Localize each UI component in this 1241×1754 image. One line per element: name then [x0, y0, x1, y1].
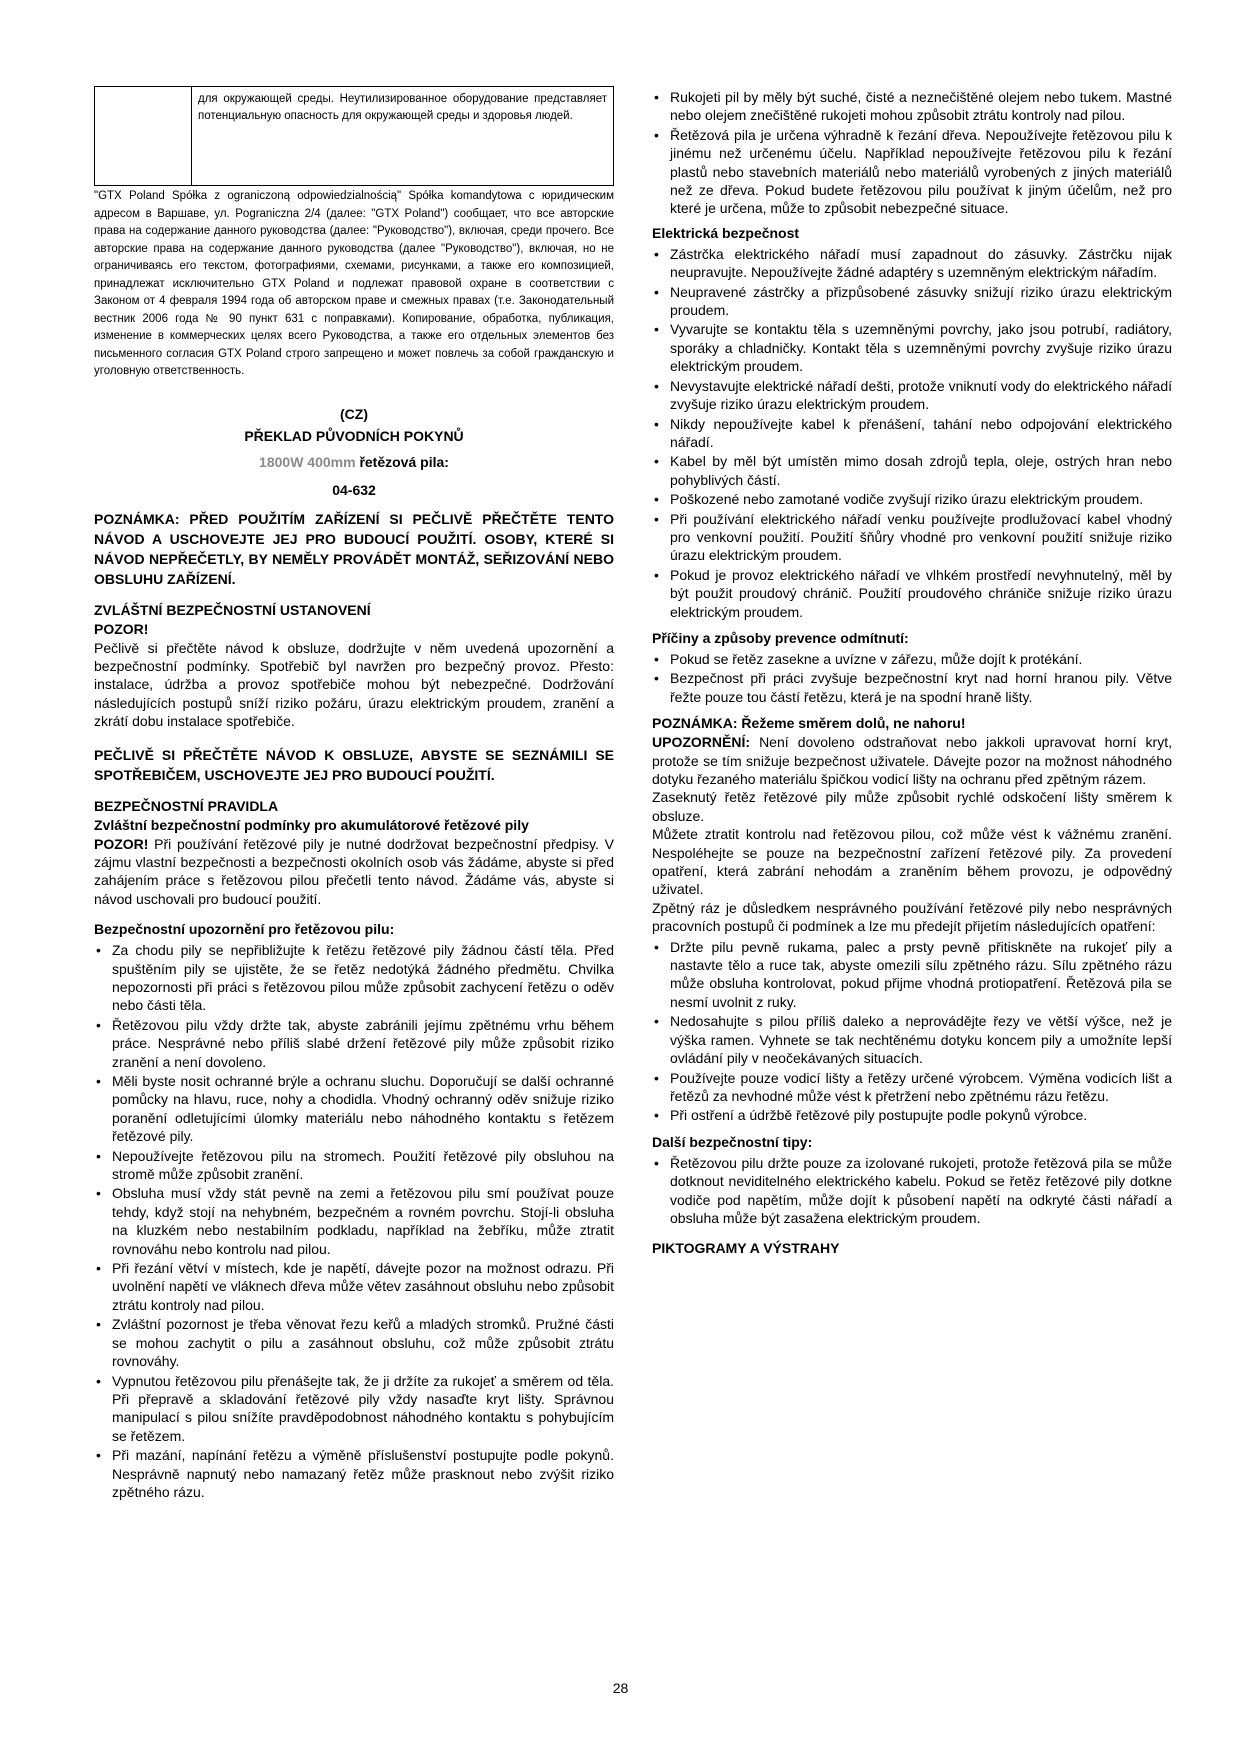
product-title: [94, 451, 614, 473]
page-number: 28: [612, 1680, 629, 1696]
list-item: • Nedosahujte s pilou příliš daleko a neprovádějte řezy ve větší výšce, než je výška ramen. Vyhnete se tak nechtěnému dotyku koncem pily a umožníte lepší ovládání pily v neočekávaných situacích.: [652, 1012, 1172, 1067]
safety-rules-body: Při používání řetězové pily je nutné dodržovat bezpečnostní předpisy. V zájmu vlastní bezpečnosti a bezpečnosti okolních osob vás žádáme, abyste si před zahájením práce s řetězovou pilou přečetli tento návod. Žádáme vás, abyste si návod uschovali pro budoucí použití.: [94, 835, 614, 907]
warning-text: Není dovoleno odstraňovat nebo jakkoli upravovat horní kryt, protože se tím snižuje bezpečnost uživatele. Dávejte pozor na možnost náhodného dotyku řezaného materiálu špičkou vodicí lišty na ochranu před zpětným rázem.: [652, 734, 1172, 787]
disposal-table-icon-cell: [95, 87, 192, 185]
read-manual-note: POZNÁMKA: PŘED POUŽITÍM ZAŘÍZENÍ SI PEČLIVĚ PŘEČTĚTE TENTO NÁVOD A USCHOVEJTE JEJ PRO BUDOUCÍ POUŽITÍ. OSOBY, KTERÉ SI NÁVOD NEPŘEČETLY, BY NEMĚLY PROVÁDĚT MONTÁŽ, SEŘIZOVÁNÍ NEBO OBSLUHU ZAŘÍZENÍ.: [94, 510, 614, 587]
list-item: • Neupravené zástrčky a přizpůsobené zásuvky snižují riziko úrazu elektrickým proudem.: [652, 283, 1172, 320]
kickback-causes-title: Příčiny a způsoby prevence odmítnutí:: [652, 629, 909, 646]
list-item: • Při mazání, napínání řetězu a výměně příslušenství postupujte podle pokynů. Nesprávně napnutý nebo namazaný řetěz může prasknout nebo zvýšit riziko zpětného rázu.: [94, 1446, 614, 1501]
pictograms-title: PIKTOGRAMY A VÝSTRAHY: [652, 1240, 840, 1257]
left-column: [94, 86, 614, 1502]
list-item: • Zvláštní pozornost je třeba věnovat řezu keřů a mladých stromků. Pružné části se mohou zachytit o pilu a zasáhnout obsluhu, což může způsobit ztrátu rovnováhy.: [94, 1315, 614, 1370]
list-item: • Používejte pouze vodicí lišty a řetězy určené výrobcem. Výměna vodicích lišt a řetězů za nevhodné může vést k přetržení nebo zpětnému rázu řetězu.: [652, 1069, 1172, 1106]
language-code: (CZ): [340, 405, 368, 422]
product-model: 1800W 400mm: [259, 453, 356, 470]
list-item: • Při ostření a údržbě řetězové pily postupujte podle pokynů výrobce.: [652, 1106, 1172, 1124]
safety-rules-pozor: POZOR!: [94, 835, 149, 852]
chainsaw-warnings-title: Bezpečnostní upozornění pro řetězovou pilu:: [94, 921, 395, 938]
right-column: [652, 86, 1172, 1258]
list-item: • Řetězovou pilu vždy držte tak, abyste zabránili jejímu zpětnému vrhu během práce. Nesprávné nebo příliš slabé držení řetězové pily může způsobit riziko zranění a není dovoleno.: [94, 1016, 614, 1071]
list-item: • Řetězová pila je určena výhradně k řezání dřeva. Nepoužívejte řetězovou pilu k jinému než určenému účelu. Například nepoužívejte řetězovou pilu k řezání plastů nebo stavebních materiálů nebo materiálů vyrobených z jiných materiálů než ze dřeva. Pokud budete řetězovou pilu používat k jiným účelům, než pro které je určena, může to způsobit nebezpečné situace.: [652, 126, 1172, 218]
handles-list: [652, 88, 1172, 218]
list-item: • Pokud je provoz elektrického nářadí ve vlhkém prostředí nevyhnutelný, měl by být použit proudový chránič. Použití proudového chrániče snižuje riziko úrazu elektrickým proudem.: [652, 566, 1172, 621]
list-item: • Nepoužívejte řetězovou pilu na stromech. Použití řetězové pily obsluhou na stromě může způsobit zranění.: [94, 1147, 614, 1184]
chainsaw-warnings-list: [94, 941, 614, 1501]
product-code: 04-632: [332, 481, 376, 498]
warning-label: UPOZORNĚNÍ:: [652, 734, 750, 751]
product-type: řetězová pila:: [355, 453, 449, 470]
list-item: • Pokud se řetěz zasekne a uvízne v zářezu, může dojít k protékání.: [652, 650, 1172, 668]
special-provisions-pozor: POZOR!: [94, 620, 149, 637]
special-provisions-text: Pečlivě si přečtěte návod k obsluze, dodržujte v něm uvedená upozornění a bezpečnostní podmínky. Spotřebič byl navržen pro bezpečný provoz. Přesto: instalace, údržba a provoz spotřebiče mohou být nebezpečné. Dodržování následujících postupů sníží riziko požáru, úrazu elektrickým proudem, zranění a zkrátí dobu instalace spotřebiče.: [94, 639, 614, 730]
list-item: • Nikdy nepoužívejte kabel k přenášení, tahání nebo odpojování elektrického nářadí.: [652, 415, 1172, 452]
list-item: • Měli byste nosit ochranné brýle a ochranu sluchu. Doporučují se další ochranné pomůcky na hlavu, ruce, nohy a chodidla. Vhodný ochranný oděv snižuje riziko poranění odletujícími úlomky materiálu nebo náhodného kontaktu s řetězem řetězové pily.: [94, 1072, 614, 1146]
list-item: • Držte pilu pevně rukama, palec a prsty pevně přitiskněte na rukojeť pily a nastavte tělo a ruce tak, abyste omezili sílu zpětného rázu. Sílu zpětného rázu může obsluha kontrolovat, pokud přijme vhodná protiopatření. Řetězová pila se nesmí uvolnit z ruky.: [652, 938, 1172, 1012]
list-item: • Za chodu pily se nepřibližujte k řetězu řetězové pily žádnou částí těla. Před spuštěním pily se ujistěte, že se řetěz nedotýká žádného předmětu. Chvilka nepozornosti při práci s řetězovou pilou může způsobit zachycení řetězu o oděv nebo části těla.: [94, 941, 614, 1015]
list-item: • Bezpečnost při práci zvyšuje bezpečnostní kryt nad horní hranou pily. Větve řežte pouze tou částí řetězu, která je na spodní hraně lišty.: [652, 669, 1172, 706]
special-provisions-title: ZVLÁŠTNÍ BEZPEČNOSTNÍ USTANOVENÍ: [94, 601, 371, 618]
kickback-paragraph-2: Můžete ztratit kontrolu nad řetězovou pilou, což může vést k vážnému zranění. Nespoléhejte se pouze na bezpečnostní zařízení řetězové pily. Za provedení opatření, která zabrání nehodám a zraněním během provozu, je odpovědný uživatel.: [652, 826, 1172, 898]
copyright-notice: "GTX Poland Spółka z ograniczoną odpowiedzialnością" Spółka komandytowa с юридическим адресом в Варшаве, ул. Pograniczna 2/4 (далее: "GTX Poland") сообщает, что все авторские права на содержание данного руководства (далее: "Руководство"), включая, среди прочего. Все авторские права на содержание данного руководства (далее "Руководство"), включая, но не ограничиваясь его текстом, фотографиями, схемами, рисунками, а также его композицией, принадлежат исключительно GTX Poland и подлежат правовой охране в соответствии с Законом от 4 февраля 1994 года об авторском праве и смежных правах (т.е. Законодательный вестник 2006 года № 90 пункт 631 с поправками). Копирование, обработка, публикация, изменение в коммерческих целях всего Руководства, а также его отдельных элементов без письменного согласия GTX Poland строго запрещено и может повлечь за собой гражданскую и уголовную ответственность.: [94, 190, 614, 377]
electrical-safety-title: Elektrická bezpečnost: [652, 224, 800, 241]
additional-tips-title: Další bezpečnostní tipy:: [652, 1133, 813, 1150]
kickback-causes-list: [652, 650, 1172, 706]
safety-rules-title: BEZPEČNOSTNÍ PRAVIDLA: [94, 797, 279, 814]
electrical-safety-list: [652, 245, 1172, 621]
list-item: • Řetězovou pilu držte pouze za izolované rukojeti, protože řetězová pila se může dotknout neviditelného elektrického kabelu. Pokud se řetěz řetězové pily dotkne vodiče pod napětím, může dojít k působení napětí na odkryté části nářadí a obsluha může být zasažena elektrickým proudem.: [652, 1154, 1172, 1228]
translation-title: PŘEKLAD PŮVODNÍCH POKYNŮ: [244, 427, 464, 444]
list-item: • Obsluha musí vždy stát pevně na zemi a řetězovou pilu smí používat pouze tehdy, když stojí na nehybném, bezpečném a rovném povrchu. Stojí-li obsluha na kluzkém nebo nestabilním podkladu, například na žebříku, může ztratit rovnováhu nebo kontrolu nad pilou.: [94, 1184, 614, 1258]
disposal-text: для окружающей среды. Неутилизированное оборудование представляет потенциальную опасность для окружающей среды и здоровья людей.: [198, 93, 607, 122]
list-item: • Rukojeti pil by měly být suché, čisté a neznečištěné olejem nebo tukem. Mastné nebo olejem znečištěné rukojeti mohou způsobit ztrátu kontroly nad pilou.: [652, 88, 1172, 125]
list-item: • Nevystavujte elektrické nářadí dešti, protože vniknutí vody do elektrického nářadí zvyšuje riziko úrazu elektrickým proudem.: [652, 377, 1172, 414]
list-item: • Vyvarujte se kontaktu těla s uzemněnými povrchy, jako jsou potrubí, radiátory, sporáky a chladničky. Kontakt těla s uzemněnými povrchy zvyšuje riziko úrazu elektrickým proudem.: [652, 320, 1172, 375]
list-item: • Poškozené nebo zamotané vodiče zvyšují riziko úrazu elektrickým proudem.: [652, 490, 1172, 508]
list-item: • Kabel by měl být umístěn mimo dosah zdrojů tepla, oleje, ostrých hran nebo pohyblivých částí.: [652, 452, 1172, 489]
list-item: • Zástrčka elektrického nářadí musí zapadnout do zásuvky. Zástrčku nijak neupravujte. Nepoužívejte žádné adaptéry s uzemněným elektrickým nářadím.: [652, 245, 1172, 282]
warning-paragraph: [652, 733, 1172, 788]
kickback-measures-list: [652, 938, 1172, 1125]
read-manual-note-2: PEČLIVĚ SI PŘEČTĚTE NÁVOD K OBSLUZE, ABYSTE SE SEZNÁMILI SE SPOTŘEBIČEM, USCHOVEJTE JEJ PRO BUDOUCÍ POUŽITÍ.: [94, 746, 614, 783]
cut-direction-note: POZNÁMKA: Řežeme směrem dolů, ne nahoru!: [652, 715, 966, 732]
disposal-table: [94, 86, 614, 186]
list-item: • Při řezání větví v místech, kde je napětí, dávejte pozor na možnost odrazu. Při uvolnění napětí ve vláknech dřeva může větev zasáhnout obsluhu nebo způsobit ztrátu kontroly nad pilou.: [94, 1259, 614, 1314]
kickback-paragraph-1: Zaseknutý řetěz řetězové pily může způsobit rychlé odskočení lišty směrem k obsluze.: [652, 789, 1172, 824]
additional-tips-list: [652, 1154, 1172, 1228]
safety-rules-subtitle: Zvláštní bezpečnostní podmínky pro akumulátorové řetězové pily: [94, 816, 529, 833]
safety-rules-text: [94, 835, 614, 909]
kickback-paragraph-3: Zpětný ráz je důsledkem nesprávného používání řetězové pily nebo nesprávných pracovních postupů či podmínek a lze mu předejít přijetím následujících opatření:: [652, 899, 1172, 935]
list-item: • Při používání elektrického nářadí venku používejte prodlužovací kabel vhodný pro venkovní použití. Použití šňůry vhodné pro venkovní použití snižuje riziko úrazu elektrickým proudem.: [652, 510, 1172, 565]
list-item: • Vypnutou řetězovou pilu přenášejte tak, že ji držíte za rukojeť a směrem od těla. Při přepravě a skladování řetězové pily vždy nasaďte kryt lišty. Správnou manipulací s pilou snížíte pravděpodobnost náhodného kontaktu s pohybujícím se řetězem.: [94, 1372, 614, 1446]
